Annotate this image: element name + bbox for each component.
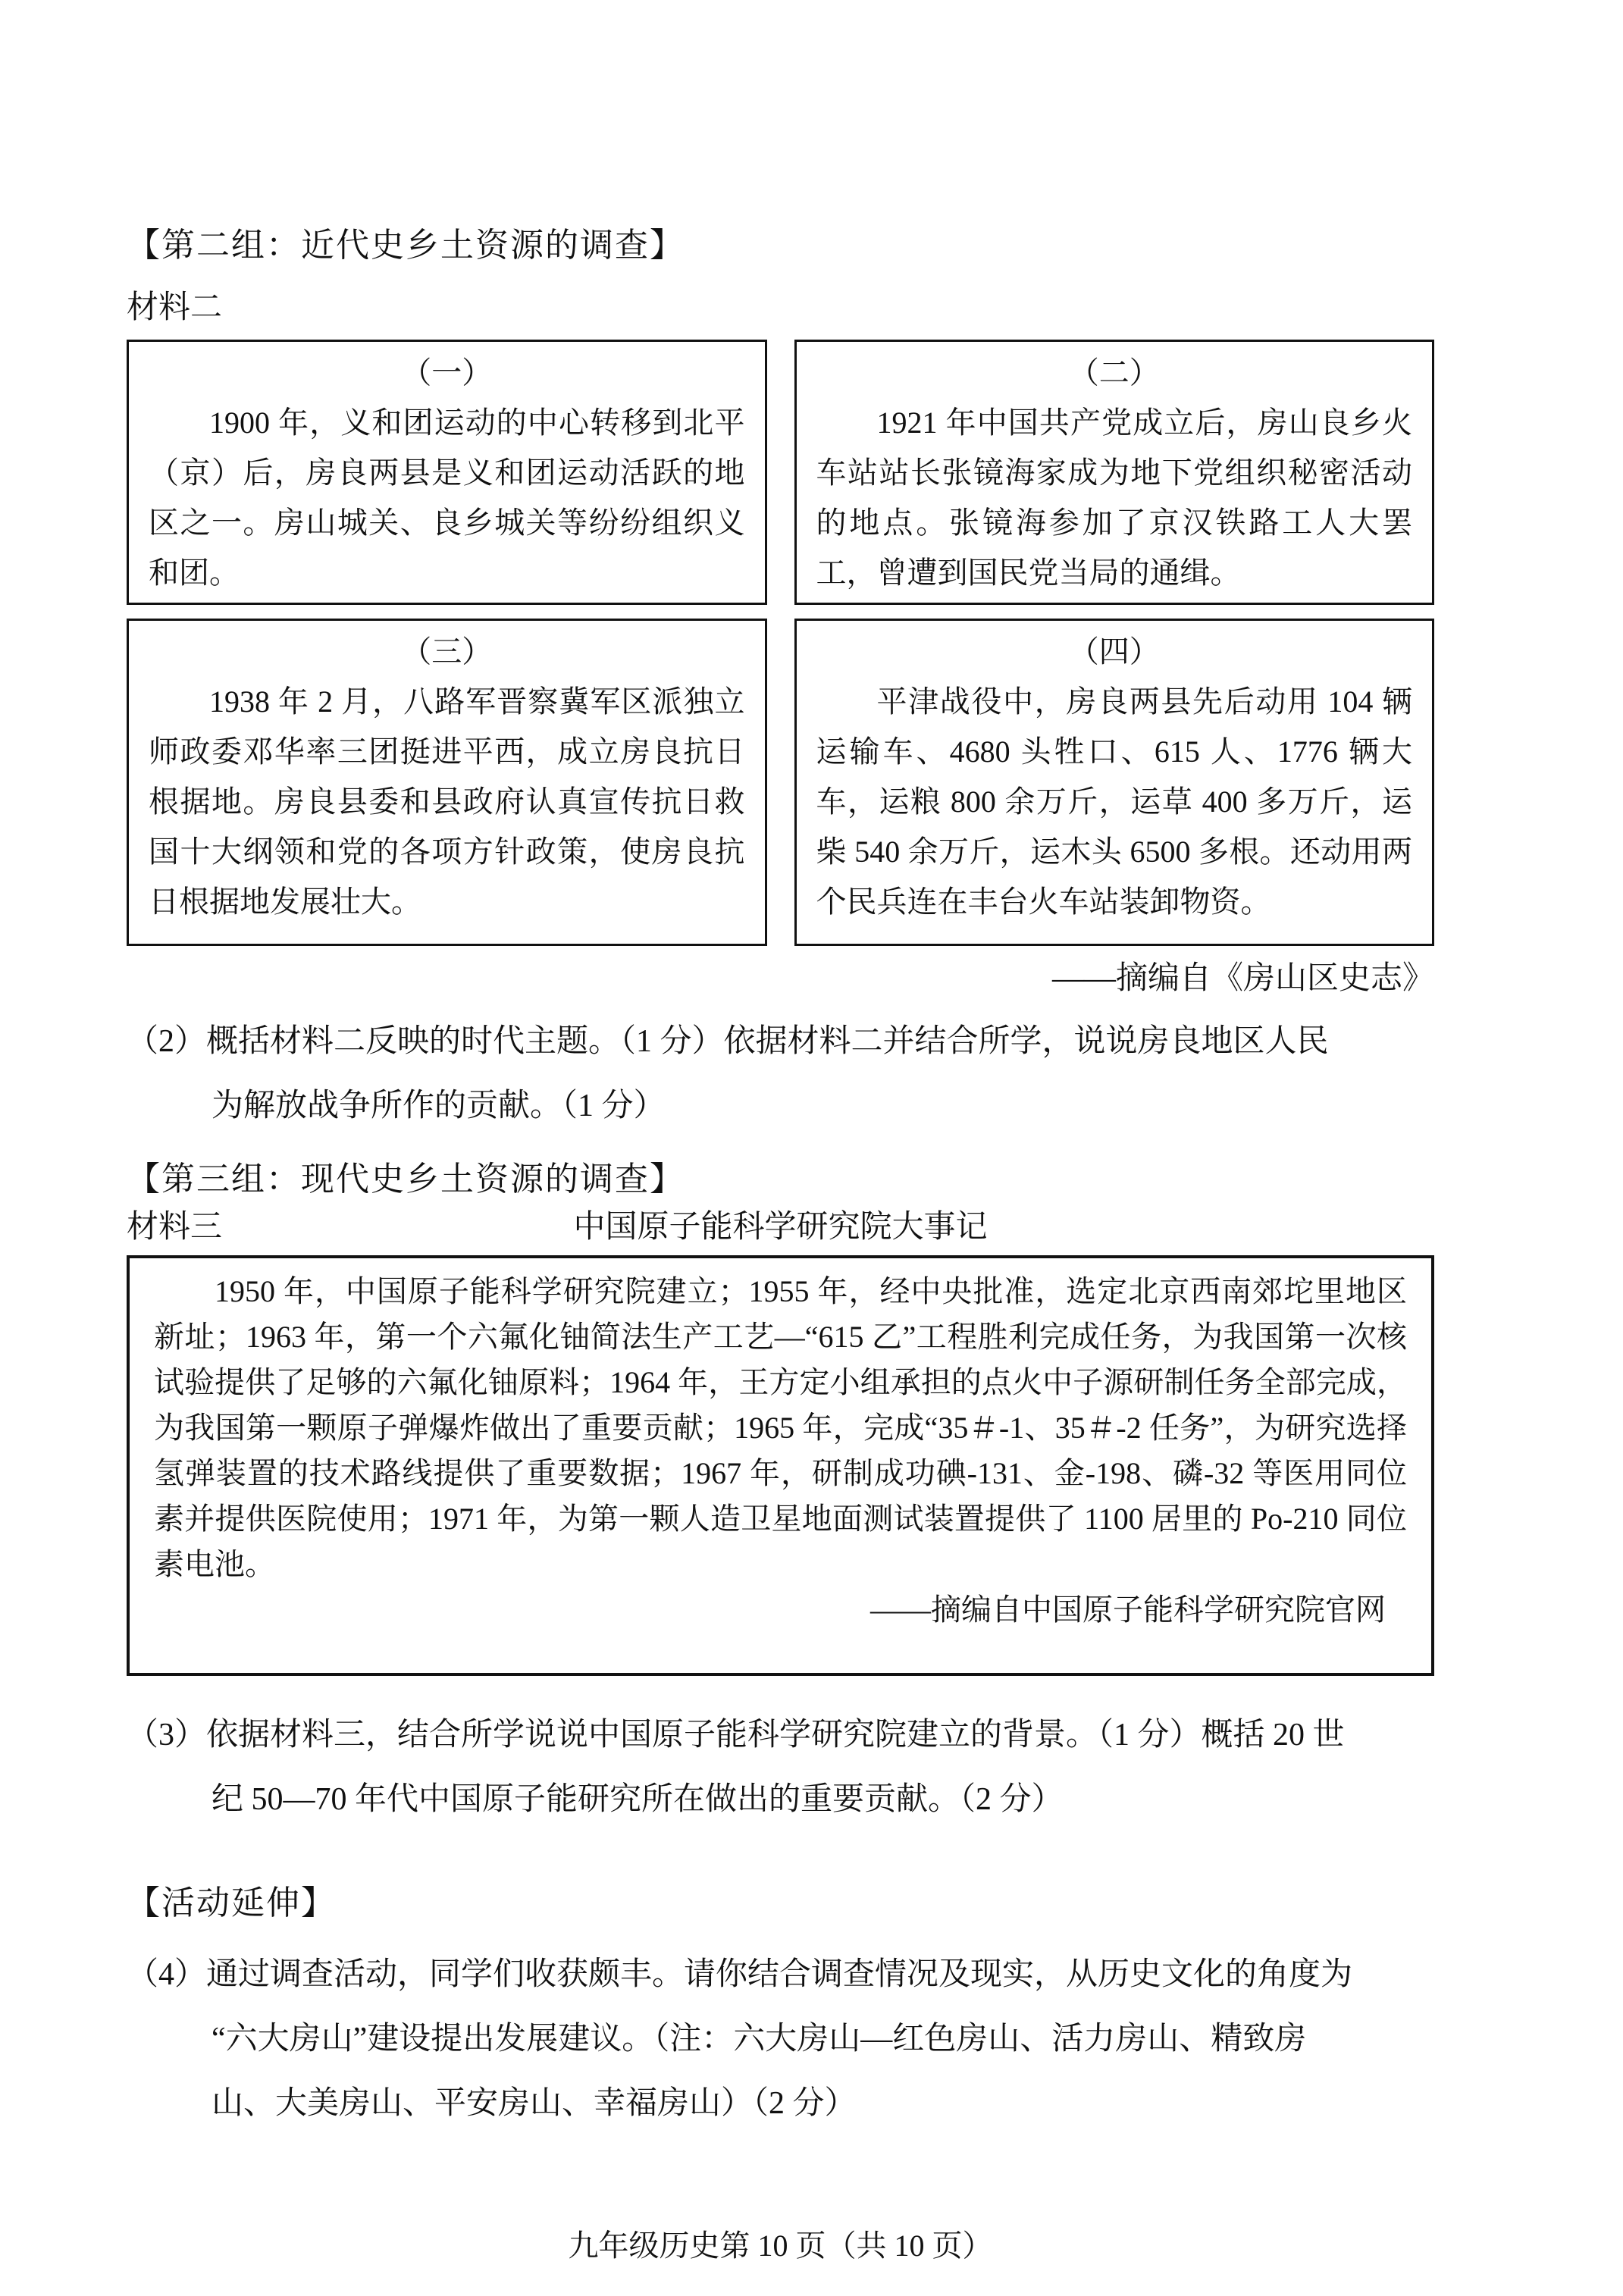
material3-box-source: ——摘编自中国原子能科学研究院官网 — [870, 1593, 1386, 1627]
section3-header: 【第三组：现代史乡土资源的调查】 — [127, 1161, 685, 1198]
question-4-line-1: （4）通过调查活动，同学们收获颇丰。请你结合调查情况及现实，从历史文化的角度为 — [127, 1957, 1353, 1992]
material2-box-4-text: 平津战役中，房良两县先后动用 104 辆运输车、4680 头牲口、615 人、1776 辆大车，运粮 800 余万斤，运草 400 多万斤，运柴 540 余万斤，运木头 6500 多根。还动用两个民兵连在丰台火车站装卸物资。 — [816, 684, 1412, 919]
material2-box-2-text: 1921 年中国共产党成立后，房山良乡火车站站长张镜海家成为地下党组织秘密活动的地点。张镜海参加了京汉铁路工人大罢工，曾遭到国民党当局的通缉。 — [816, 406, 1412, 590]
material2-box-1-title: （一） — [401, 356, 493, 390]
material2-box-1 — [127, 340, 767, 605]
question-3-line-2: 纪 50—70 年代中国原子能研究所在做出的重要贡献。（2 分） — [211, 1782, 1064, 1817]
material3-caption — [127, 1208, 1434, 1246]
material2-box-3-title: （三） — [401, 634, 493, 669]
page-footer: 九年级历史第 10 页（共 10 页） — [568, 2229, 993, 2263]
material2-box-3-text: 1938 年 2 月，八路军晋察冀军区派独立师政委邓华率三团挺进平西，成立房良抗日根据地。房良县委和县政府认真宣传抗日救国十大纲领和党的各项方针政策，使房良抗日根据地发展壮大。 — [149, 684, 745, 919]
material2-label: 材料二 — [127, 290, 223, 325]
extension-header: 【活动延伸】 — [127, 1884, 336, 1922]
material2-box-4-title: （四） — [1068, 634, 1160, 669]
material3-box — [127, 1255, 1434, 1676]
material3-box-text: 1950 年，中国原子能科学研究院建立；1955 年，经中央批准，选定北京西南郊坨里地区新址；1963 年，第一个六氟化铀简法生产工艺—“615 乙”工程胜利完成任务，为我国第一次核试验提供了足够的六氟化铀原料；1964 年，王方定小组承担的点火中子源研制任务全部完成，为我国第一颗原子弹爆炸做出了重要贡献；1965 年，完成“35＃-1、35＃-2 任务”，为研究选择氢弹装置的技术路线提供了重要数据；1967 年，研制成功碘-131、金-198、磷-32 等医用同位素并提供医院使用；1971 年，为第一颗人造卫星地面测试装置提供了 1100 居里的 Po-210 同位素电池。 — [154, 1274, 1407, 1581]
question-3-line-1: （3）依据材料三，结合所学说说中国原子能科学研究院建立的背景。（1 分）概括 20 世 — [127, 1718, 1345, 1753]
material3-title: 中国原子能科学研究院大事记 — [573, 1210, 988, 1245]
material2-box-2-title: （二） — [1068, 356, 1160, 390]
material2-box-2 — [794, 340, 1435, 605]
material2-box-1-text: 1900 年，义和团运动的中心转移到北平（京）后，房良两县是义和团运动活跃的地区之一。房山城关、良乡城关等纷纷组织义和团。 — [149, 406, 745, 590]
question-3 — [127, 1703, 1434, 1832]
material2-box-4 — [794, 619, 1435, 946]
material3-label: 材料三 — [127, 1210, 223, 1245]
question-4-line-3: 山、大美房山、平安房山、幸福房山）（2 分） — [211, 2086, 857, 2121]
question-2-line-1: （2）概括材料二反映的时代主题。（1 分）依据材料二并结合所学，说说房良地区人民 — [127, 1024, 1329, 1059]
question-4 — [127, 1943, 1434, 2136]
material2-box-3 — [127, 619, 767, 946]
question-4-line-2: “六大房山”建设提出发展建议。（注：六大房山—红色房山、活力房山、精致房 — [211, 2022, 1307, 2056]
material2-source: ——摘编自《房山区史志》 — [1051, 961, 1434, 996]
section2-header: 【第二组：近代史乡土资源的调查】 — [127, 227, 685, 264]
question-2-line-2: 为解放战争所作的贡献。（1 分） — [211, 1088, 666, 1123]
question-2 — [127, 1010, 1434, 1139]
material2-box-grid — [127, 340, 1434, 946]
